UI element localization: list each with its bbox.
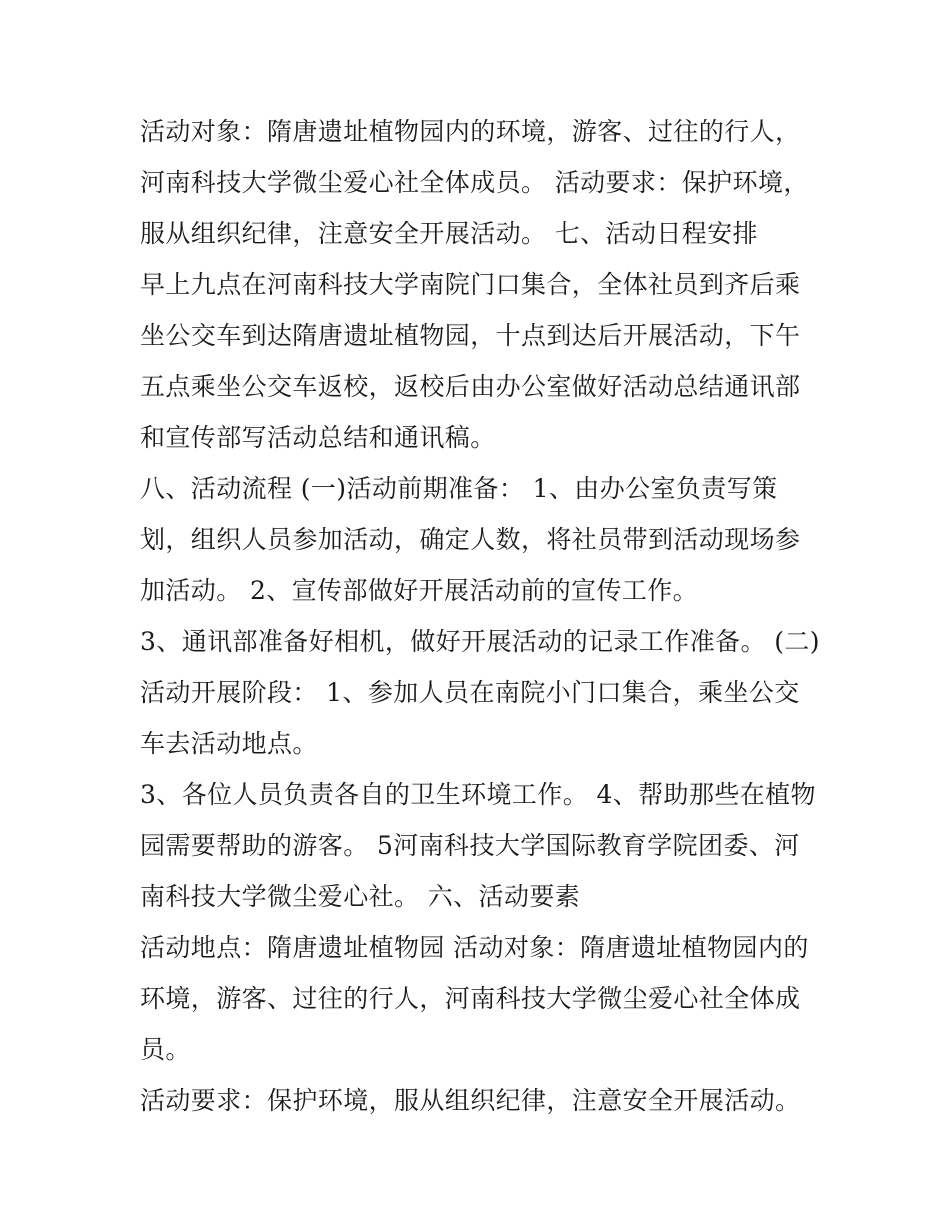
paragraph-tasks-elements: 3、各位人员负责各自的卫生环境工作。 4、帮助那些在植物园需要帮助的游客。 5河南科技大学国际教育学院团委、河南科技大学微尘爱心社。 六、活动要素: [140, 780, 816, 911]
paragraph-schedule: 早上九点在河南科技大学南院门口集合，全体社员到齐后乘坐公交车到达隋唐遗址植物园，十点到达后开展活动，下午五点乘坐公交车返校，返校后由办公室做好活动总结通讯部和宣传部写活动总结和通讯稿。: [140, 270, 801, 452]
paragraph-requirements: 活动要求：保护环境，服从组织纪律，注意安全开展活动。: [140, 1086, 801, 1115]
paragraph-process-execution: 3、通讯部准备好相机，做好开展活动的记录工作准备。 (二)活动开展阶段： 1、参加人员在南院小门口集合，乘坐公交车去活动地点。: [140, 627, 820, 758]
paragraph-activity-target: 活动对象：隋唐遗址植物园内的环境，游客、过往的行人，河南科技大学微尘爱心社全体成员。 活动要求：保护环境，服从组织纪律，注意安全开展活动。 七、活动日程安排: [140, 117, 809, 248]
paragraph-location-target: 活动地点：隋唐遗址植物园 活动对象：隋唐遗址植物园内的环境，游客、过往的行人，河南科技大学微尘爱心社全体成员。: [140, 933, 809, 1064]
paragraph-process-preparation: 八、活动流程 (一)活动前期准备： 1、由办公室负责写策划，组织人员参加活动，确定人数，将社员带到活动现场参加活动。 2、宣传部做好开展活动前的宣传工作。: [140, 474, 801, 605]
document-body: [140, 106, 820, 1126]
